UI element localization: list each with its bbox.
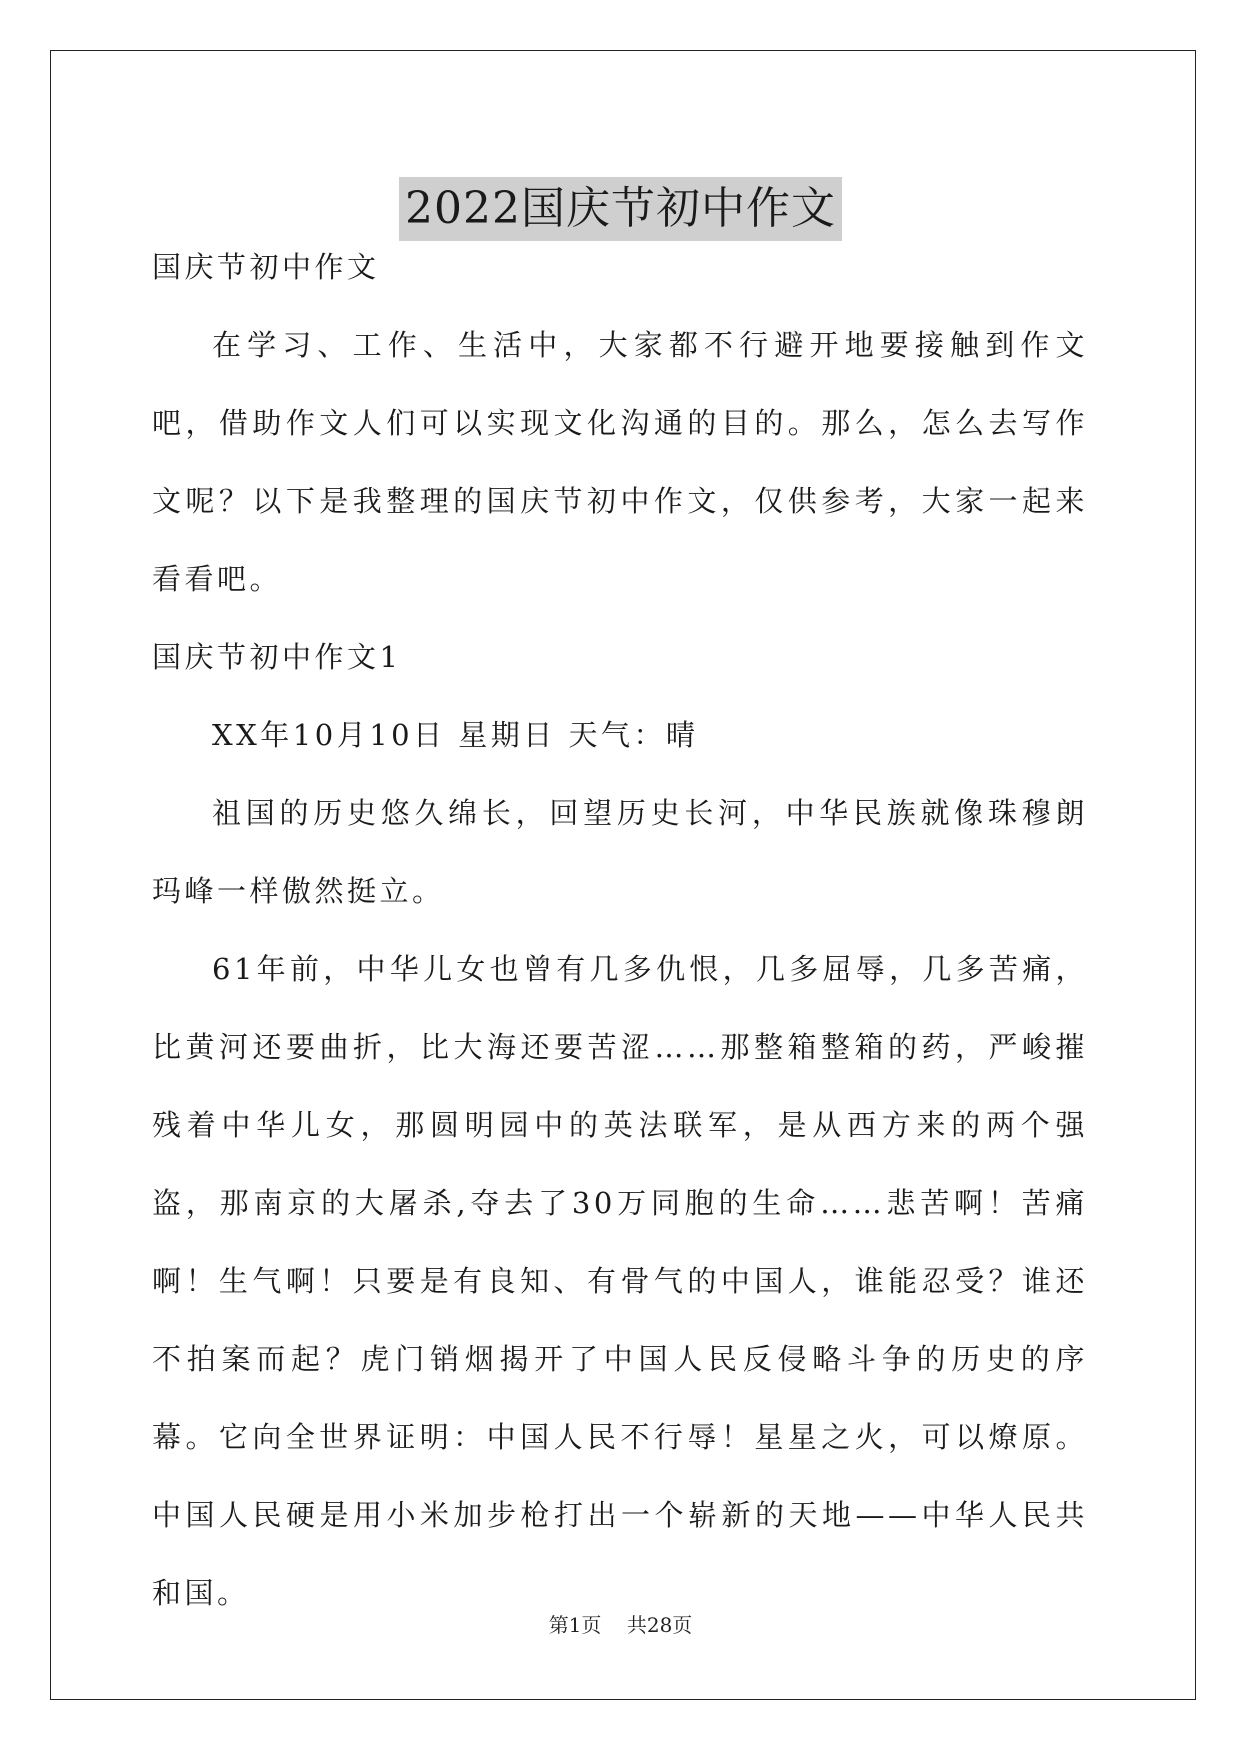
paragraph: 国庆节初中作文 — [152, 250, 380, 284]
page-footer — [0, 1609, 1241, 1638]
paragraph: 在学习、工作、生活中，大家都不行避开地要接触到作文吧，借助作文人们可以实现文化沟通的目的。那么，怎么去写作文呢？以下是我整理的国庆节初中作文，仅供参考，大家一起来看看吧。 — [152, 328, 1088, 596]
paragraph: XX年10月10日 星期日 天气：晴 — [212, 718, 699, 752]
page-number: 第1页 — [548, 1613, 602, 1637]
paragraph: 61年前，中华儿女也曾有几多仇恨，几多屈辱，几多苦痛，比黄河还要曲折，比大海还要苦涩……那整箱整箱的药，严峻摧残着中华儿女，那圆明园中的英法联军，是从西方来的两个强盗，那南京的大屠杀,夺去了30万同胞的生命……悲苦啊！苦痛啊！生气啊！只要是有良知、有骨气的中国人，谁能忍受？谁还不拍案而起？虎门销烟揭开了中国人民反侵略斗争的历史的序幕。它向全世界证明：中国人民不行辱！星星之火，可以燎原。中国人民硬是用小米加步枪打出一个崭新的天地——中华人民共和国。 — [152, 952, 1088, 1610]
paragraph: 国庆节初中作文1 — [152, 640, 402, 674]
document-body — [152, 228, 1088, 1632]
paragraph: 祖国的历史悠久绵长，回望历史长河，中华民族就像珠穆朗玛峰一样傲然挺立。 — [152, 796, 1088, 908]
document-title: 2022国庆节初中作文 — [399, 177, 842, 241]
page-total: 共28页 — [626, 1613, 693, 1637]
